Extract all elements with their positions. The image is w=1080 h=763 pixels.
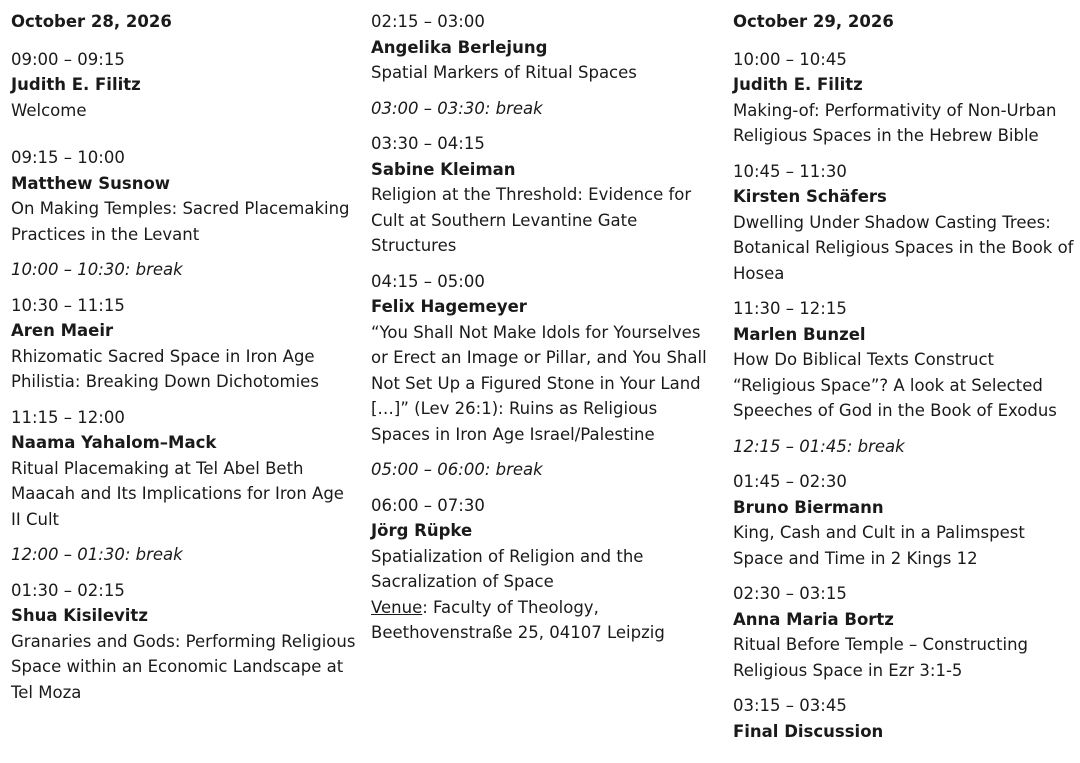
session-speaker: Kirsten Schäfers xyxy=(733,187,887,206)
session-slot xyxy=(733,296,1078,424)
break-slot: 12:00 – 01:30: break xyxy=(11,545,183,564)
session-title: Religion at the Threshold: Evidence for Cult at Southern Levantine Gate Structures xyxy=(371,185,692,255)
session-title: On Making Temples: Sacred Placemaking Practices in the Levant xyxy=(11,199,350,244)
session-title: Spatialization of Religion and the Sacralization of Space xyxy=(371,546,644,591)
session-speaker: Final Discussion xyxy=(733,721,884,741)
column-day1-continued xyxy=(371,9,716,656)
session-speaker: Jörg Rüpke xyxy=(371,521,473,540)
session-speaker: Anna Maria Bortz xyxy=(733,609,894,629)
day-date-heading: October 29, 2026 xyxy=(733,12,894,31)
session-title: King, Cash and Cult in a Palimspest Space and Time in 2 Kings 12 xyxy=(733,523,1025,568)
session-title: Making-of: Performativity of Non-Urban Religious Spaces in the Hebrew Bible xyxy=(733,100,1057,145)
session-slot xyxy=(11,47,356,124)
session-slot xyxy=(11,405,356,533)
session-venue xyxy=(371,595,716,646)
session-slot xyxy=(371,493,716,646)
session-slot xyxy=(11,293,356,395)
session-slot xyxy=(371,9,716,86)
session-time: 11:30 – 12:15 xyxy=(733,299,847,318)
session-speaker: Judith E. Filitz xyxy=(11,75,141,94)
session-time: 03:30 – 04:15 xyxy=(371,134,485,153)
session-speaker: Judith E. Filitz xyxy=(733,75,863,94)
session-slot xyxy=(733,693,1078,744)
session-title: How Do Biblical Texts Construct “Religious Space”? A look at Selected Speeches of God in the Book of Exodus xyxy=(733,350,1057,420)
session-title: Spatial Markers of Ritual Spaces xyxy=(371,63,637,82)
session-slot xyxy=(11,145,356,247)
session-speaker: Bruno Biermann xyxy=(733,497,884,517)
session-speaker: Naama Yahalom–Mack xyxy=(11,433,217,452)
session-speaker: Shua Kisilevitz xyxy=(11,606,148,625)
day-date-heading: October 28, 2026 xyxy=(11,12,172,31)
session-title: Dwelling Under Shadow Casting Trees: Botanical Religious Spaces in the Book of Hosea xyxy=(733,212,1074,283)
session-speaker: Sabine Kleiman xyxy=(371,159,516,179)
venue-address: : Faculty of Theology, Beethovenstraße 25, 04107 Leipzig xyxy=(371,597,665,642)
session-speaker: Angelika Berlejung xyxy=(371,37,548,57)
column-day2 xyxy=(733,9,1078,754)
session-time: 10:45 – 11:30 xyxy=(733,161,847,181)
column-day1 xyxy=(11,9,356,715)
session-slot xyxy=(733,581,1078,683)
session-slot xyxy=(371,269,716,448)
break-slot: 12:15 – 01:45: break xyxy=(733,436,905,456)
session-time: 09:15 – 10:00 xyxy=(11,148,125,167)
session-time: 01:30 – 02:15 xyxy=(11,580,125,600)
session-title: “You Shall Not Make Idols for Yourselves or Erect an Image or Pillar, and You Shall Not Set Up a Figured Stone in Your Land […]” (Lev 26:1): Ruins as Religious Spaces in Iron Age Israel/Palestine xyxy=(371,322,707,444)
break-slot: 05:00 – 06:00: break xyxy=(371,460,543,479)
session-time: 04:15 – 05:00 xyxy=(371,271,485,291)
break-slot: 10:00 – 10:30: break xyxy=(11,260,183,279)
session-time: 11:15 – 12:00 xyxy=(11,407,125,427)
session-slot xyxy=(371,131,716,259)
session-slot xyxy=(733,469,1078,571)
session-time: 06:00 – 07:30 xyxy=(371,495,485,515)
session-title: Rhizomatic Sacred Space in Iron Age Philistia: Breaking Down Dichotomies xyxy=(11,346,319,391)
session-title: Ritual Before Temple – Constructing Religious Space in Ezr 3:1-5 xyxy=(733,635,1028,680)
session-speaker: Aren Maeir xyxy=(11,321,114,340)
session-slot xyxy=(733,47,1078,149)
session-time: 10:00 – 10:45 xyxy=(733,49,847,69)
session-speaker: Marlen Bunzel xyxy=(733,324,866,344)
session-title: Welcome xyxy=(11,100,87,120)
session-speaker: Matthew Susnow xyxy=(11,173,171,193)
session-time: 02:30 – 03:15 xyxy=(733,584,847,603)
venue-label: Venue xyxy=(371,597,423,617)
session-time: 03:15 – 03:45 xyxy=(733,696,847,715)
session-time: 10:30 – 11:15 xyxy=(11,295,125,315)
session-time: 09:00 – 09:15 xyxy=(11,49,125,69)
session-slot xyxy=(11,578,356,706)
session-speaker: Felix Hagemeyer xyxy=(371,297,527,316)
session-time: 01:45 – 02:30 xyxy=(733,472,847,491)
session-title: Ritual Placemaking at Tel Abel Beth Maacah and Its Implications for Iron Age II Cult xyxy=(11,458,344,529)
session-title: Granaries and Gods: Performing Religious Space within an Economic Landscape at Tel Moza xyxy=(11,631,356,702)
break-slot: 03:00 – 03:30: break xyxy=(371,98,543,118)
session-slot xyxy=(733,159,1078,287)
session-time: 02:15 – 03:00 xyxy=(371,12,485,31)
